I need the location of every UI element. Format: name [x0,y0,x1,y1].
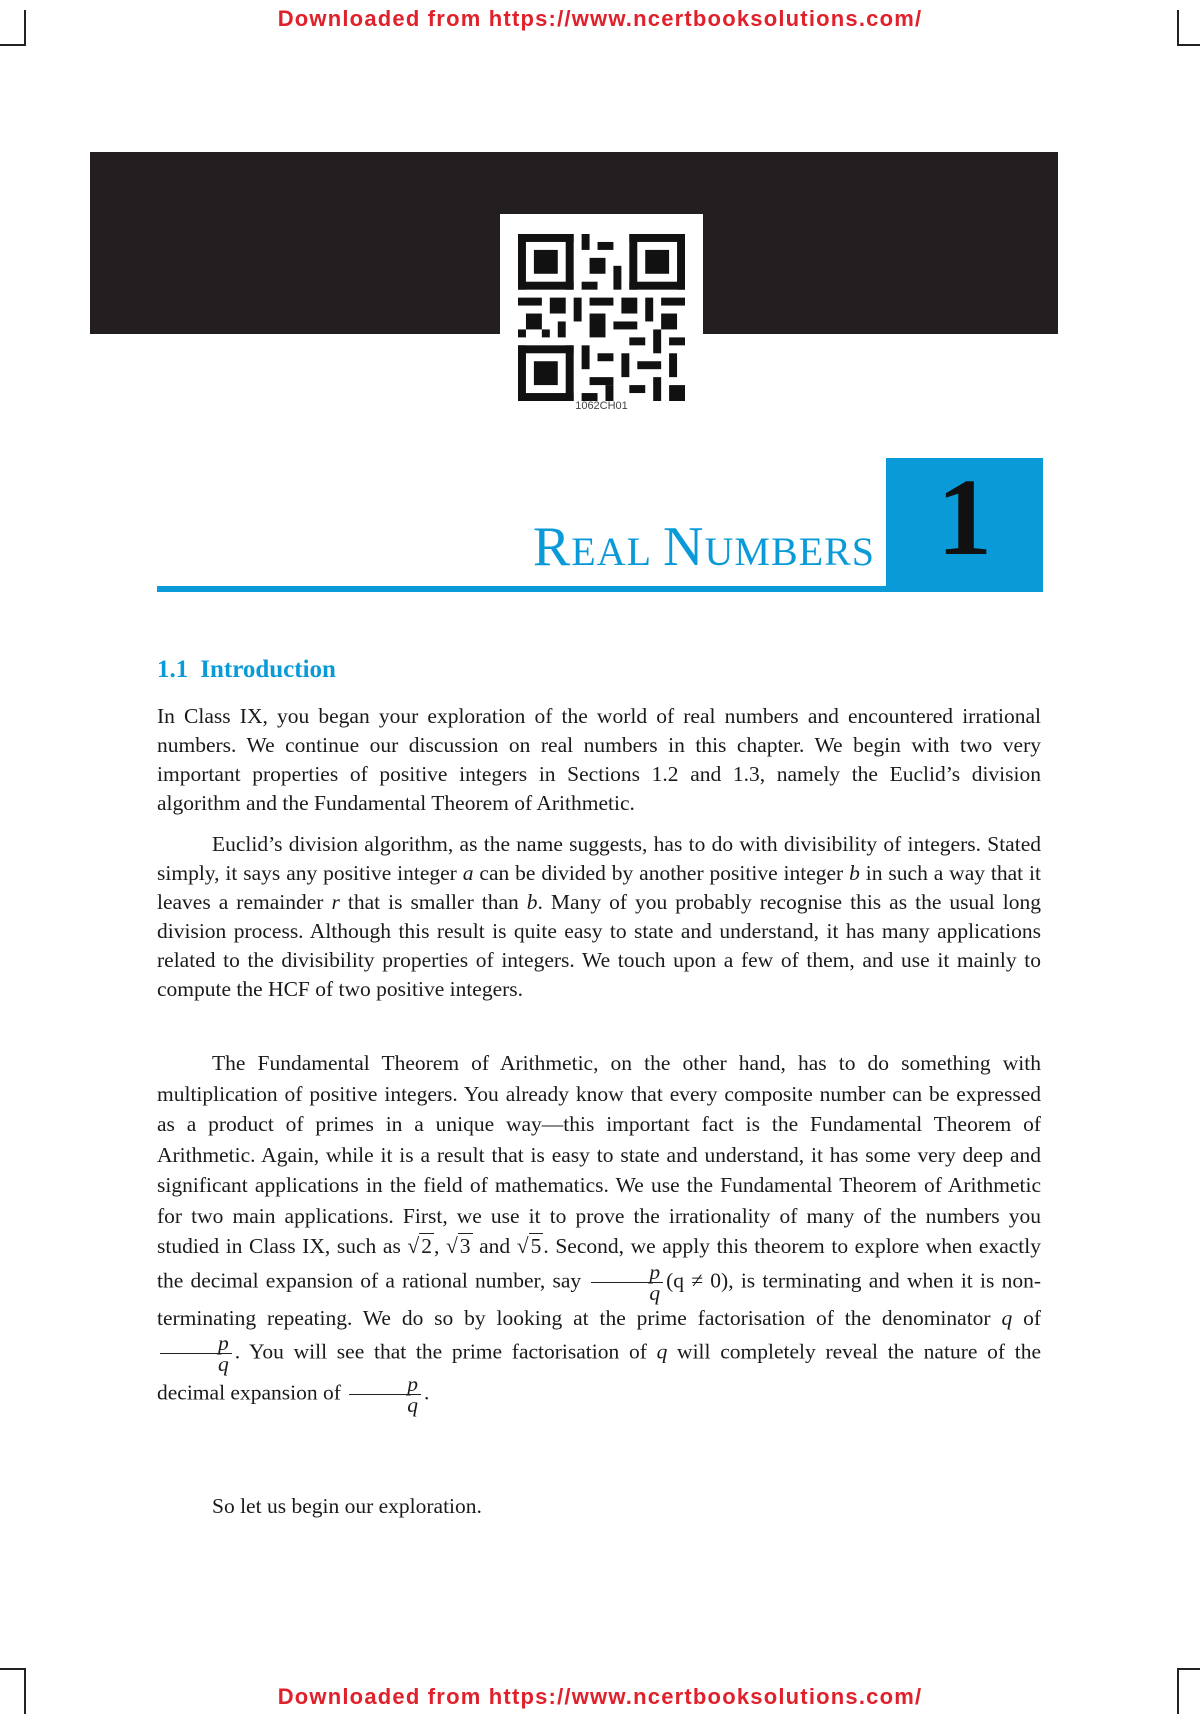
radicand: 3 [459,1234,471,1258]
denominator: q [218,1352,229,1376]
variable: r [331,890,340,914]
text-run: , is terminating and when it is non-terminating repeating. We do so by looking at the prime factorisation of the denominator [157,1267,1041,1330]
radicand: 5 [530,1234,542,1258]
chapter-number: 1 [937,456,992,578]
crop-mark [1177,10,1179,46]
denominator: q [649,1280,661,1305]
text-run: . [424,1380,430,1405]
title-rest: UMBERS [704,529,875,574]
text-run: will completely reveal the nature of the decimal expansion of [157,1339,1042,1405]
fraction-p-over-q [160,1333,232,1374]
condition: (q ≠ 0) [666,1267,729,1292]
fraction-p-over-q [591,1259,663,1305]
fraction-p-over-q [349,1374,421,1415]
qr-code-label: 1062CH01 [575,400,628,412]
square-root: √2 [407,1234,432,1258]
crop-mark [0,44,24,46]
paragraph-3 [157,1048,1041,1415]
numerator: p [591,1262,663,1283]
crop-mark [0,1668,24,1670]
square-root: √5 [516,1234,542,1258]
crop-mark [1179,44,1200,46]
section-heading [157,656,336,684]
text-run: The Fundamental Theorem of Arithmetic, on the other hand, has to do something with multiplication of positive integers. You already know that every composite number can be expressed as a product of primes in a unique way—this important fact is the Fundamental Theorem of Arithmetic. Again, while it is a result that is easy to state and understand, it has some very deep and significant applications in the field of mathematics. We use the Fundamental Theorem of Arithmetic for two main applications. First, we use it to prove the irrationality of many of the numbers you studied in Class IX, such as [157,1051,1041,1258]
variable: b [849,861,860,885]
text-run: can be divided by another positive integer [473,861,850,885]
title-rest: EAL [571,529,653,574]
variable: a [462,861,474,885]
text-run: , [433,1234,446,1258]
paragraph-2 [157,830,1041,1004]
section-title: Introduction [200,656,336,683]
crop-mark [24,10,26,46]
crop-mark [1179,1668,1200,1670]
download-banner-bottom: Downloaded from https://www.ncertbooksolutions.com/ [277,1684,923,1709]
radicand: 2 [421,1234,432,1258]
title-initial: N [663,516,705,578]
text-run: of [1012,1305,1041,1330]
title-underline [157,586,1043,592]
numerator: p [160,1333,232,1354]
text-run: in such a way that it leaves a remainder [157,861,1041,914]
paragraph-4: So let us begin our exploration. [212,1494,482,1518]
numerator: p [349,1374,421,1395]
section-number: 1.1 [157,656,189,683]
text-run: and [472,1234,517,1258]
qr-code[interactable] [500,214,703,417]
variable: q [1001,1305,1013,1330]
download-banner-top: Downloaded from https://www.ncertbooksolutions.com/ [277,6,923,31]
qr-code-icon [518,234,685,401]
text-run: . Second, we apply this theorem to explore when exactly the decimal expansion of a rational number, say [157,1234,1041,1292]
paragraph-1: In Class IX, you began your exploration of the world of real numbers and encountered irrational numbers. We continue our discussion on real numbers in this chapter. We begin with two very important properties of positive integers in Sections 1.2 and 1.3, namely the Euclid’s division algorithm and the Fundamental Theorem of Arithmetic. [157,704,1041,815]
square-root: √3 [445,1234,471,1258]
chapter-title [300,515,875,579]
denominator: q [407,1393,419,1417]
text-run: . Many of you probably recognise this as the usual long division process. Although this result is quite easy to state and understand, it has many applications related to the divisibility properties of integers. We touch upon a few of them, and use it mainly to compute the HCF of two positive integers. [157,890,1041,1001]
text-run: . You will see that the prime factorisation of [234,1339,657,1364]
title-initial: R [532,516,572,578]
text-run: Euclid’s division algorithm, as the name suggests, has to do with divisibility of integers. Stated simply, it says any positive integer [157,832,1041,885]
variable: b [526,890,538,914]
text-run: that is smaller than [339,890,527,914]
variable: q [656,1339,668,1364]
